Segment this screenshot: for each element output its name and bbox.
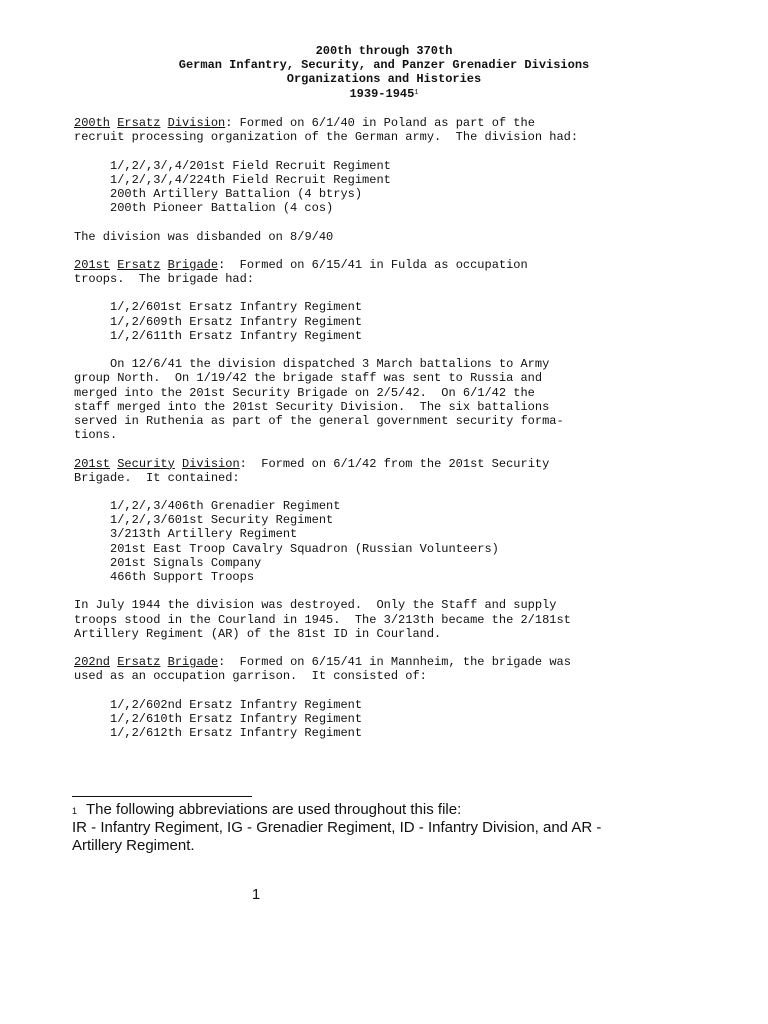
section-intro: : Formed on 6/1/40 in Poland as part of the <box>225 116 535 130</box>
document-title <box>0 44 768 101</box>
unit-item: 1/,2/,3/601st Security Regiment <box>110 513 334 528</box>
section-closing: The division was disbanded on 8/9/40 <box>74 229 334 244</box>
title-line-4 <box>0 87 768 101</box>
unit-item: 1/,2/602nd Ersatz Infantry Regiment <box>110 697 363 712</box>
unit-item: 201st Signals Company <box>110 555 262 570</box>
unit-item: 201st East Troop Cavalry Squadron (Russian Volunteers) <box>110 541 499 556</box>
section-heading <box>74 457 614 471</box>
heading-number: 202nd <box>74 655 111 670</box>
title-line-2: German Infantry, Security, and Panzer Grenadier Divisions <box>178 58 590 73</box>
footnote-marker: 1 <box>72 806 78 816</box>
heading-word: Division <box>182 456 240 471</box>
heading-word: Brigade <box>167 655 219 670</box>
history-line: In July 1944 the division was destroyed. Only the Staff and supply <box>74 598 557 613</box>
history-line: troops stood in the Courland in 1945. The 3/213th became the 2/181st <box>74 612 571 627</box>
unit-item: 1/,2/612th Ersatz Infantry Regiment <box>110 726 363 741</box>
title-line-1: 200th through 370th <box>315 44 453 58</box>
history-line: Artillery Regiment (AR) of the 81st ID in Courland. <box>74 626 442 641</box>
footnote-line-2: IR - Infantry Regiment, IG - Grenadier Regiment, ID - Infantry Division, and AR - <box>72 819 602 836</box>
unit-item: 1/,2/,3/,4/201st Field Recruit Regiment <box>110 158 391 173</box>
history-line: served in Ruthenia as part of the general government security forma- <box>74 413 564 428</box>
heading-word: Ersatz <box>117 655 161 670</box>
unit-item: 1/,2/,3/,4/224th Field Recruit Regiment <box>110 172 391 187</box>
unit-item: 200th Pioneer Battalion (4 cos) <box>110 201 334 216</box>
unit-item: 200th Artillery Battalion (4 btrys) <box>110 186 363 201</box>
section-heading <box>74 116 614 130</box>
section-intro: : Formed on 6/15/41 in Fulda as occupation <box>218 257 528 272</box>
section-heading <box>74 258 614 272</box>
section-202nd-ersatz-brigade <box>74 655 614 740</box>
unit-item: 3/213th Artillery Regiment <box>110 527 298 542</box>
footnote-line-3: Artillery Regiment. <box>72 837 195 854</box>
section-200th-ersatz-division <box>74 116 614 258</box>
history-line: staff merged into the 201st Security Division. The six battalions <box>74 399 550 414</box>
section-intro-line: troops. The brigade had: <box>74 272 255 287</box>
heading-word: Division <box>167 116 226 130</box>
heading-word: Security <box>117 456 175 471</box>
history-line: On 12/6/41 the division dispatched 3 March battalions to Army <box>74 357 550 372</box>
heading-word: Brigade <box>167 257 219 272</box>
section-intro: : Formed on 6/1/42 from the 201st Security <box>239 456 550 471</box>
footnote-line-1 <box>72 801 652 819</box>
unit-item: 1/,2/610th Ersatz Infantry Regiment <box>110 711 363 726</box>
section-intro: : Formed on 6/15/41 in Mannheim, the brigade was <box>218 655 571 670</box>
unit-item: 466th Support Troops <box>110 570 255 584</box>
section-201st-security-division <box>74 457 614 656</box>
heading-word: Ersatz <box>117 257 161 272</box>
history-line: tions. <box>74 428 118 443</box>
unit-item: 1/,2/609th Ersatz Infantry Regiment <box>110 314 363 329</box>
unit-item: 1/,2/611th Ersatz Infantry Regiment <box>110 328 363 343</box>
footnote <box>72 801 652 855</box>
section-heading <box>74 655 614 669</box>
unit-item: 1/,2/601st Ersatz Infantry Regiment <box>110 300 363 315</box>
page-number: 1 <box>251 886 261 903</box>
section-intro-line: recruit processing organization of the German army. The division had: <box>74 130 579 145</box>
footnote-reference[interactable]: 1 <box>414 88 419 97</box>
unit-item: 1/,2/,3/406th Grenadier Regiment <box>110 499 341 514</box>
title-line-3: Organizations and Histories <box>286 72 482 87</box>
section-201st-ersatz-brigade <box>74 258 614 457</box>
footnote-text: The following abbreviations are used throughout this file: <box>86 801 462 818</box>
heading-number: 200th <box>74 116 111 130</box>
document-body <box>74 116 614 740</box>
heading-number: 201st <box>74 456 111 471</box>
history-line: merged into the 201st Security Brigade on 2/5/42. On 6/1/42 the <box>74 385 535 400</box>
history-line: group North. On 1/19/42 the brigade staff was sent to Russia and <box>74 371 543 386</box>
footnote-separator <box>72 796 252 797</box>
heading-word: Ersatz <box>117 116 161 130</box>
section-intro-line: Brigade. It contained: <box>74 470 240 485</box>
title-years: 1939-1945 <box>349 86 415 101</box>
section-intro-line: used as an occupation garrison. It consisted of: <box>74 669 427 684</box>
heading-number: 201st <box>74 257 111 272</box>
